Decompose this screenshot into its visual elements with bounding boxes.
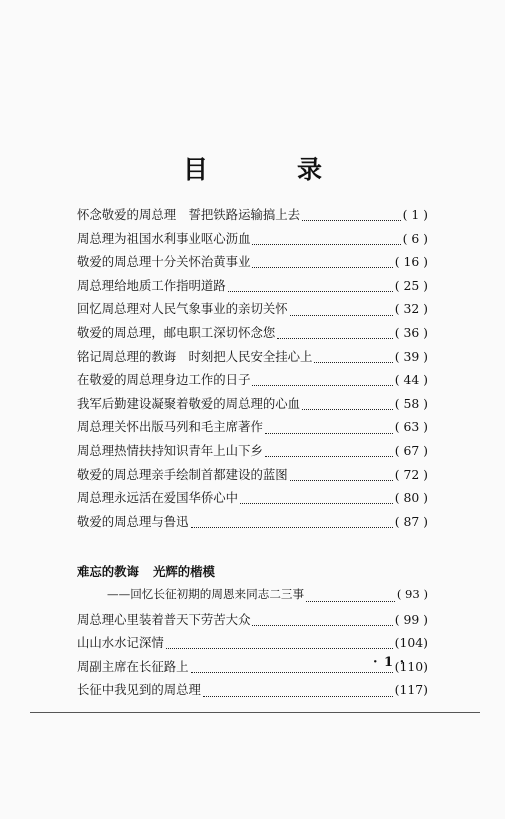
section-heading [77,562,428,586]
toc-entry [77,417,428,441]
table-of-contents [77,205,428,704]
toc-entry-page: ( 87 ) [394,513,428,529]
dot-leader [290,480,393,481]
toc-entry-title: 怀念敬爱的周总理 誓把铁路运输搞上去 [77,207,301,222]
toc-entry [77,633,428,657]
dot-leader [277,338,392,339]
toc-entry-title: 周总理关怀出版马列和毛主席著作 [77,419,263,435]
toc-entry [77,252,428,276]
toc-entry-title: 周总理为祖国水利事业呕心沥血 [77,230,251,246]
dot-leader [302,409,393,410]
toc-entry [77,512,428,536]
toc-entry-page: ( 99 ) [394,611,428,627]
dot-leader [265,433,393,434]
toc-entry-title: 敬爱的周总理亲手绘制首都建设的蓝图 [77,466,288,482]
toc-entry-page: ( 1 ) [402,207,428,222]
toc-entry-page: (110) [394,658,428,674]
dot-leader [290,315,393,316]
toc-entry-page: ( 16 ) [394,254,428,270]
page-bottom-rule [30,712,480,713]
toc-entry-title: ——回忆长征初期的周恩来同志二三事 [107,586,305,601]
page-title: 目 录 [182,155,354,184]
toc-entry-title: 周总理给地质工作指明道路 [77,277,226,293]
section-gap [77,535,428,562]
toc-entry-title: 敬爱的周总理与鲁迅 [77,513,189,529]
toc-entry [77,441,428,465]
toc-entry-page: ( 58 ) [394,395,428,411]
toc-entry-page: ( 72 ) [394,466,428,482]
toc-entry [77,488,428,512]
toc-entry-title: 我军后勤建设凝聚着敬爱的周总理的心血 [77,395,301,411]
toc-entry-title: 敬爱的周总理，邮电职工深切怀念您 [77,324,276,340]
toc-entry-title: 在敬爱的周总理身边工作的日子 [77,372,251,388]
toc-subtitle-entry [77,586,428,610]
dot-leader [252,625,392,626]
dot-leader [203,696,393,697]
toc-entry-page: (104) [394,635,428,651]
toc-entry-page: ( 44 ) [394,372,428,388]
dot-leader [306,601,395,602]
dot-leader [252,385,392,386]
toc-entry-title: 敬爱的周总理十分关怀治黄事业 [77,254,251,270]
toc-entry-title: 回忆周总理对人民气象事业的亲切关怀 [77,301,288,317]
toc-entry-title: 山山水水记深情 [77,635,164,651]
toc-entry [77,680,428,704]
toc-entry [77,394,428,418]
dot-leader [302,220,401,221]
toc-entry [77,205,428,229]
section-heading-part1: 难忘的教诲 [77,564,139,580]
toc-entry-title: 周总理永远活在爱国华侨心中 [77,490,239,506]
toc-entry-title: 周总理心里装着普天下劳苦大众 [77,611,251,627]
toc-entry-title: 铭记周总理的教诲 时刻把人民安全挂心上 [77,348,313,364]
toc-entry-page: (117) [394,682,428,698]
dot-leader [252,267,392,268]
dot-leader [240,503,393,504]
toc-entry-page: ( 6 ) [402,230,428,246]
dot-leader [191,672,393,673]
toc-entry-page: ( 32 ) [394,301,428,317]
toc-entry-page: ( 39 ) [394,348,428,364]
toc-entry-title: 周总理热情扶持知识青年上山下乡 [77,442,263,458]
toc-entry [77,347,428,371]
toc-entry-page: ( 93 ) [396,586,428,601]
dot-leader [191,527,393,528]
toc-entry-page: ( 25 ) [394,277,428,293]
page-number: · 1 · [373,655,406,670]
dot-leader [252,244,400,245]
toc-entry [77,465,428,489]
toc-entry-title: 周副主席在长征路上 [77,658,189,674]
toc-entry [77,229,428,253]
toc-entry-page: ( 67 ) [394,442,428,458]
toc-entry [77,610,428,634]
toc-entry-page: ( 80 ) [394,490,428,506]
dot-leader [228,291,393,292]
toc-entry-page: ( 36 ) [394,324,428,340]
section-heading-part2: 光辉的楷模 [152,564,215,580]
toc-entry [77,323,428,347]
dot-leader [265,456,393,457]
toc-entry [77,299,428,323]
toc-entry-page: ( 63 ) [394,419,428,435]
toc-entry [77,276,428,300]
toc-entry [77,370,428,394]
toc-entry-title: 长征中我见到的周总理 [77,682,201,698]
dot-leader [166,648,393,649]
dot-leader [314,362,392,363]
